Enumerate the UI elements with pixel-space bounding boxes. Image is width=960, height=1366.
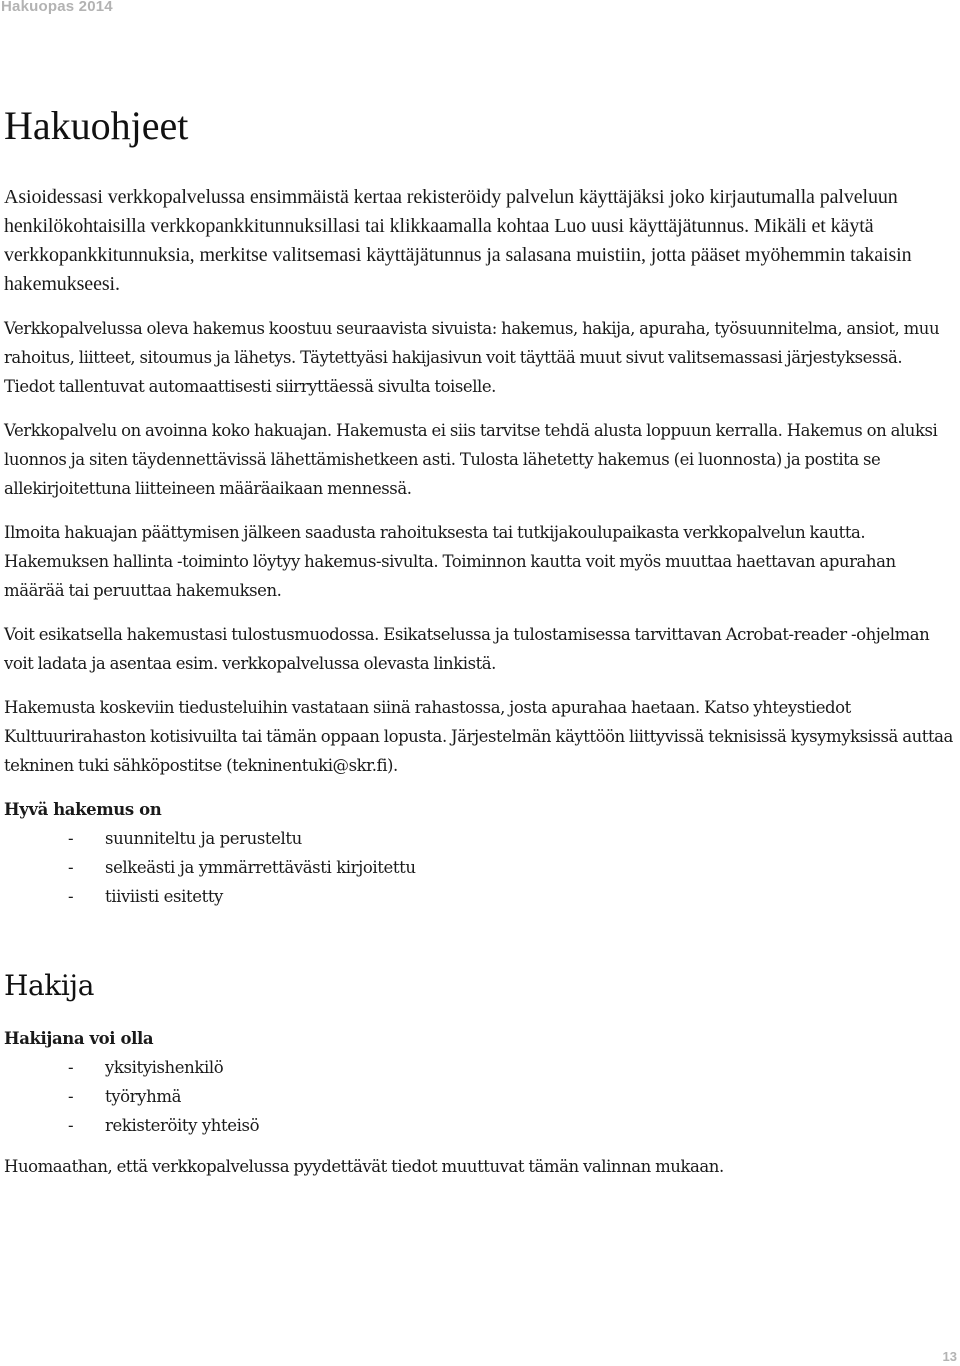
page-title: Hakuohjeet <box>4 103 189 148</box>
list-item <box>4 853 956 882</box>
good-application-heading: Hyvä hakemus on <box>4 800 162 819</box>
paragraph-inquiries: Hakemusta koskeviin tiedusteluihin vastataan siinä rahastossa, josta apurahaa haetaan. Katso yhteystiedot Kulttuurirahaston kotisivuilta tai tämän oppaan lopusta. Järjestelmän käyttöön liittyvissä teknisissä kysymyksissä auttaa tekninen tuki sähköpostitse (tekninentuki@skr.fi). <box>4 698 953 775</box>
list-item <box>4 824 956 853</box>
list-item-text: rekisteröity yhteisö <box>105 1116 260 1135</box>
dash-bullet: - <box>68 1116 74 1135</box>
list-item <box>4 1111 956 1140</box>
paragraph-application-pages: Verkkopalvelussa oleva hakemus koostuu seuraavista sivuista: hakemus, hakija, apuraha, työsuunnitelma, ansiot, muu rahoitus, liitteet, sitoumus ja lähetys. Täytettyäsi hakijasivun voit täyttää muut sivut valitsemassasi järjestyksessä. Tiedot tallentuvat automaattisesti siirryttäessä sivulta toiselle. <box>4 319 940 396</box>
good-application-list <box>4 824 956 911</box>
applicant-list <box>4 1053 956 1140</box>
running-header: Hakuopas 2014 <box>1 0 113 15</box>
dash-bullet: - <box>68 1087 74 1106</box>
list-item-text: suunniteltu ja perusteltu <box>105 829 302 848</box>
applicant-note: Huomaathan, että verkkopalvelussa pyydettävät tiedot muuttuvat tämän valinnan mukaan. <box>4 1157 724 1176</box>
section-title-applicant: Hakija <box>4 969 95 1002</box>
page-content <box>4 183 956 1196</box>
list-item-text: tiiviisti esitetty <box>105 887 223 906</box>
list-item <box>4 882 956 911</box>
paragraph-service-open: Verkkopalvelu on avoinna koko hakuajan. Hakemusta ei siis tarvitse tehdä alusta loppuun kerralla. Hakemus on aluksi luonnos ja siten täydennettävissä lähettämishetkeen asti. Tulosta lähetetty hakemus (ei luonnosta) ja postita se allekirjoitettuna liitteineen määräaikaan mennessä. <box>4 421 938 498</box>
list-item <box>4 1082 956 1111</box>
paragraph-report-funding: Ilmoita hakuajan päättymisen jälkeen saadusta rahoituksesta tai tutkijakoulupaikasta verkkopalvelun kautta. Hakemuksen hallinta -toiminto löytyy hakemus-sivulta. Toiminnon kautta voit myös muuttaa haettavan apurahan määrää tai peruuttaa hakemuksen. <box>4 523 896 600</box>
list-item-text: työryhmä <box>105 1087 182 1106</box>
paragraph-preview: Voit esikatsella hakemustasi tulostusmuodossa. Esikatselussa ja tulostamisessa tarvittavan Acrobat-reader -ohjelman voit ladata ja asentaa esim. verkkopalvelussa olevasta linkistä. <box>4 625 930 673</box>
dash-bullet: - <box>68 829 74 848</box>
list-item <box>4 1053 956 1082</box>
dash-bullet: - <box>68 858 74 877</box>
applicant-heading: Hakijana voi olla <box>4 1029 154 1048</box>
list-item-text: yksityishenkilö <box>105 1058 224 1077</box>
list-item-text: selkeästi ja ymmärrettävästi kirjoitettu <box>105 858 416 877</box>
dash-bullet: - <box>68 1058 74 1077</box>
dash-bullet: - <box>68 887 74 906</box>
paragraph-registration: Asioidessasi verkkopalvelussa ensimmäistä kertaa rekisteröidy palvelun käyttäjäksi joko kirjautumalla palveluun henkilökohtaisilla verkkopankkitunnuksillasi tai klikkaamalla kohtaa Luo uusi käyttäjätunnus. Mikäli et käytä verkkopankkitunnuksia, merkitse valitsemasi käyttäjätunnus ja salasana muistiin, jotta pääset myöhemmin takaisin hakemukseesi. <box>4 186 912 295</box>
page-number: 13 <box>942 1349 957 1364</box>
